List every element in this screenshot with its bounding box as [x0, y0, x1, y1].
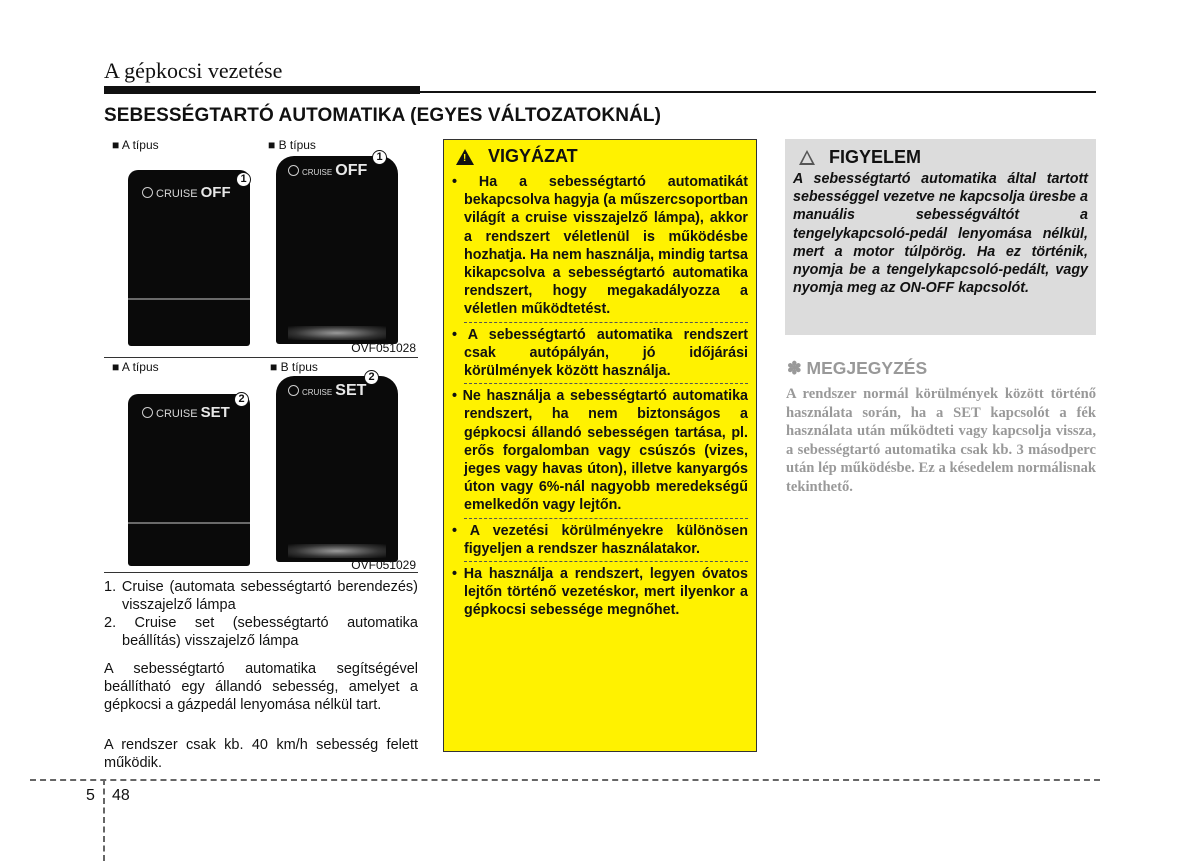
cluster-panel-a [128, 394, 250, 566]
callout-badge-1b: 1 [372, 150, 387, 165]
notice-icon [799, 150, 815, 165]
cruise-icon [288, 165, 299, 176]
note-title: ✽ MEGJEGYZÉS [787, 358, 928, 378]
cruise-set-indicator-b: CRUISE SET [288, 382, 366, 400]
figure-label-b: ■ B típus [268, 138, 316, 152]
caution-item: • Ha a sebességtartó automatikát bekapcsolva hagyja (a műszercsoportban világít a cruise visszajelző lámpa), akkor a rendszert véletlenül is működésbe hozhatja. Ha nem használja, mindig tartsa kikapcsolva a sebességtartó automatika rendszert, hogy megakadályozza a véletlen működtetést. [452, 174, 748, 318]
caution-header [456, 146, 748, 167]
caution-item: • A sebességtartó automatika rendszert csak autópályán, jó időjárási körülmények között használja. [452, 326, 748, 380]
chapter-title: A gépkocsi vezetése [104, 58, 283, 83]
caution-title: VIGYÁZAT [488, 146, 578, 166]
body-paragraph: A sebességtartó automatika segítségével beállítható egy állandó sebesség, amelyet a gépkocsi a gázpedál lenyomása nélkül tart. [104, 661, 418, 713]
figure-code: OVF051029 [351, 558, 416, 572]
cluster-panel-b [276, 376, 398, 562]
cruise-icon [288, 385, 299, 396]
body-paragraph: A rendszer csak kb. 40 km/h sebesség felett működik. [104, 737, 418, 771]
chapter-number: 5 [86, 787, 95, 804]
notice-header [799, 147, 1088, 168]
caution-item: • Ne használja a sebességtartó automatika rendszert, ha nem biztonságos a gépkocsi állandó sebességen tartása, pl. erős forgalomban vagy csúszós (vizes, jeges vagy havas úton), illetve kanyargós úton vagy 6%-nál nagyobb meredekségű emelkedőn vagy lejtőn. [452, 388, 748, 514]
caution-box [443, 139, 757, 752]
note-text: A rendszer normál körülmények között történő használata során, ha a SET kapcsolót a fék használata után működteti vagy kapcsolja vissza, a sebességtartó automatika csak kb. 3 másodperc után lép működésbe. Ez a késedelem normálisnak tekinthető. [786, 386, 1096, 495]
notice-box [785, 139, 1096, 335]
legend-item: 1. Cruise (automata sebességtartó berendezés) visszajelző lámpa [104, 579, 418, 613]
footer-rule [30, 779, 1100, 781]
callout-badge-2a: 2 [234, 392, 249, 407]
legend-item: 2. Cruise set (sebességtartó automatika beállítás) visszajelző lámpa [104, 615, 418, 649]
section-title: SEBESSÉGTARTÓ AUTOMATIKA (EGYES VÁLTOZATOKNÁL) [104, 105, 662, 126]
notice-title: FIGYELEM [829, 147, 922, 167]
cruise-set-indicator-a: CRUISE SET [142, 404, 230, 421]
cruise-icon [142, 407, 153, 418]
notice-text: A sebességtartó automatika által tartott sebességgel vezetve ne kapcsolja üresbe a manuális sebességváltót a tengelykapcsoló-pedál lenyomása nélkül, mert a motor túlpörög. Ha ez történik, nyomja be a tengelykapcsoló-pedált, vagy nyomja meg az ON-OFF kapcsolót. [793, 171, 1088, 297]
caution-item: • A vezetési körülményekre különösen figyeljen a rendszer használatakor. [452, 522, 748, 557]
caution-item: • Ha használja a rendszert, legyen óvatos lejtőn történő vezetéskor, mert ilyenkor a gépkocsi sebessége megnőhet. [452, 566, 748, 619]
callout-badge-2b: 2 [364, 370, 379, 385]
page-number: 48 [112, 787, 130, 804]
figure-label-a: ■ A típus [112, 138, 159, 152]
cluster-panel-a [128, 170, 250, 346]
cruise-icon [142, 187, 153, 198]
figure-cruise-set [104, 358, 418, 573]
header-rule [104, 91, 1096, 93]
figure-label-a: ■ A típus [112, 360, 159, 374]
footer-divider [103, 779, 105, 861]
caution-list [452, 173, 748, 620]
cruise-off-indicator-a: CRUISE OFF [142, 184, 231, 201]
figure-label-b: ■ B típus [270, 360, 318, 374]
figure-legend [104, 578, 418, 650]
figure-cruise-off [104, 138, 418, 358]
figure-code: OVF051028 [351, 341, 416, 355]
cruise-off-indicator-b: CRUISE OFF [288, 162, 367, 180]
cluster-panel-b [276, 156, 398, 344]
warning-icon: ! [456, 149, 474, 165]
callout-badge-1a: 1 [236, 172, 251, 187]
